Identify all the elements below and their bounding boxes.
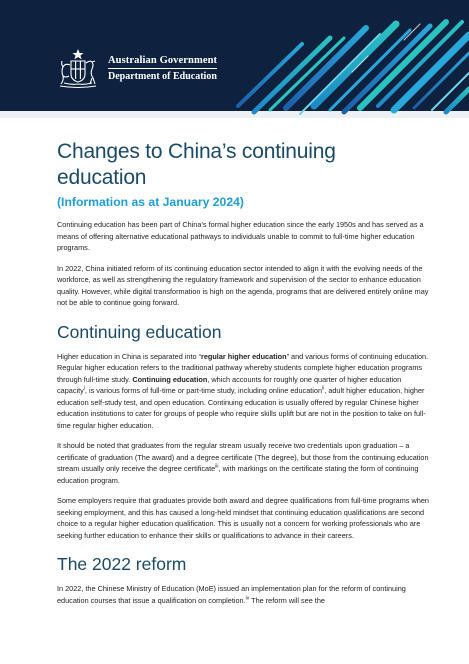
intro-paragraph-1: Continuing education has been part of China’s formal higher education since the early 1950s and has served as a means of offering alternative educational pathways to individuals unable to commit to full-time higher education programs.	[57, 220, 424, 252]
footnote-ref-iv[interactable]: iv	[245, 595, 250, 602]
coat-of-arms-logo	[52, 47, 104, 91]
reform-paragraph-1: In 2022, the Chinese Ministry of Education (MoE) issued an implementation plan for the reform of continuing education courses that issue a qualification on completion.$^{iv}$ The reform will see the	[57, 584, 406, 605]
footnote-ref-i[interactable]: i	[83, 385, 85, 392]
document-body	[57, 139, 429, 615]
document-title: Changes to China’s continuing education	[57, 140, 336, 189]
footnote-ref-iii[interactable]: iii	[215, 463, 219, 470]
department-name: Department of Education	[108, 68, 217, 83]
government-name: Australian Government	[108, 55, 218, 66]
section-heading-2022-reform: The 2022 reform	[57, 554, 187, 574]
continuing-education-paragraph-1: Higher education in China is separated into “regular higher education” and various forms of continuing education. Regular higher education refers to the traditional pathway whereby students complete higher education programs through full-time study. Continuing education, which accounts for roughly one quarter of higher education capacity$^i$, is various forms of full-time or part-time study, including online education$^{ii}$, adult higher education, higher education self-study test, and open education. Continuing education is usually offered by regular Chinese higher education institutions to cater for groups of people who require skills uplift but are not in the position to take on full-time regular higher education.	[57, 351, 429, 430]
section-heading-continuing-education: Continuing education	[57, 321, 222, 342]
continuing-education-paragraph-2: It should be noted that graduates from the regular stream usually receive two credentials upon graduation – a certificate of graduation (The award) and a degree certificate (The degree), but those from the continuing education stream usually only receive the degree certificate$^{iii}$, with markings on the certificate stating the form of continuing education program.	[57, 441, 429, 485]
government-wordmark	[108, 55, 217, 83]
footnote-ref-ii[interactable]: ii	[322, 385, 325, 392]
continuing-education-paragraph-3: Some employers require that graduates provide both award and degree qualifications from full-time programs when seeking employment, and this has caused a long-held mindset that continuing education qualifications are second choice to a regular higher education qualification. This is usually not a concern for working professionals who are seeking further education to enhance their skills or qualifications to advance in their careers.	[57, 496, 429, 540]
header-banner	[0, 0, 469, 118]
document-subtitle: (Information as at January 2024)	[57, 195, 244, 209]
intro-paragraph-2: In 2022, China initiated reform of its continuing education sector intended to align it with the evolving needs of the workforce, as well as strengthening the regulatory framework and supervision of the sector to enhance education quality. However, while digital transformation is high on the agenda, programs that are delivered entirely online may not be able to continue going forward.	[57, 263, 429, 307]
